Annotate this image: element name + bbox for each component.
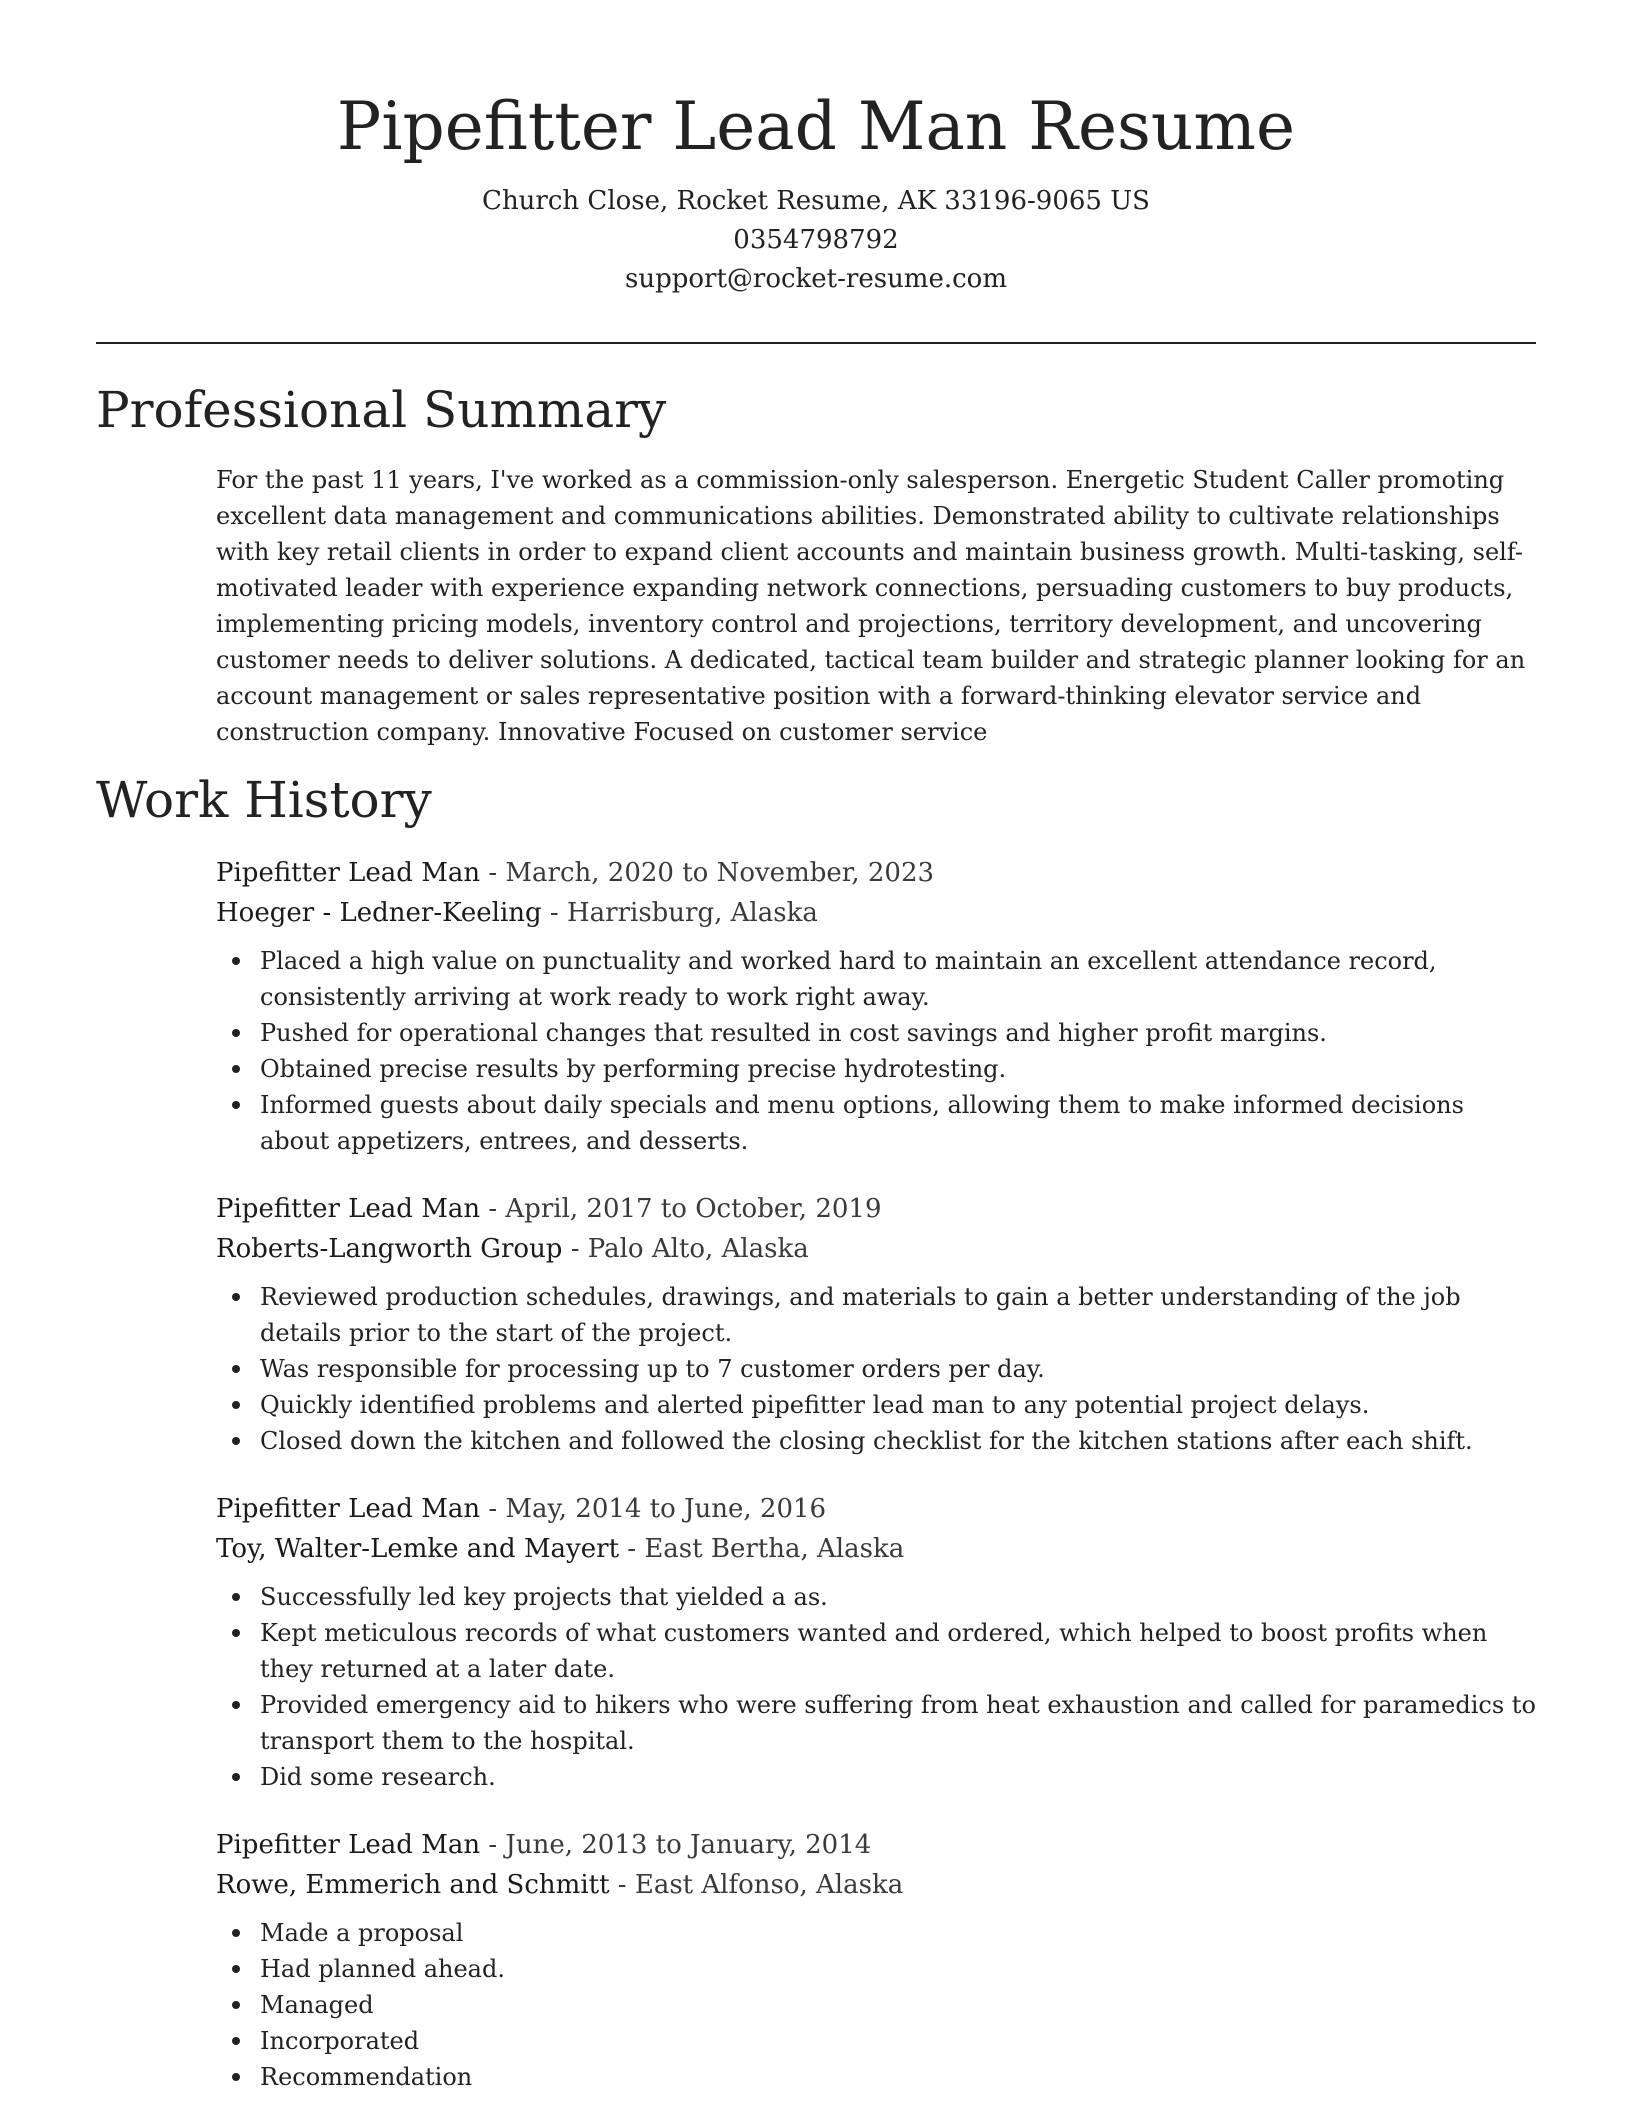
bullet-dot-icon — [232, 1629, 240, 1637]
job-dates: - April, 2017 to October, 2019 — [480, 1194, 882, 1224]
job-duties-list — [216, 1279, 1536, 1459]
job-company-line — [216, 893, 1536, 933]
bullet-dot-icon — [232, 2001, 240, 2009]
job-location: - Palo Alto, Alaska — [562, 1234, 809, 1264]
duty-text: Pushed for operational changes that resulted in cost savings and higher profit margins. — [260, 1019, 1327, 1047]
job-entry — [216, 1189, 1536, 1459]
work-history-list — [216, 853, 1536, 2112]
duty-text: Informed guests about daily specials and menu options, allowing them to make informed decisions about appetizers, entrees, and desserts. — [260, 1091, 1464, 1155]
bullet-dot-icon — [232, 1773, 240, 1781]
bullet-dot-icon — [232, 1101, 240, 1109]
contact-address: Church Close, Rocket Resume, AK 33196-9065 US — [482, 186, 1150, 216]
job-duties-list — [216, 1579, 1536, 1795]
resume-title: Pipefitter Lead Man Resume — [336, 88, 1296, 165]
contact-email: support@rocket-resume.com — [624, 264, 1007, 294]
list-item — [216, 1987, 1536, 2023]
job-dates: - March, 2020 to November, 2023 — [480, 858, 935, 888]
job-dates: - June, 2013 to January, 2014 — [480, 1830, 872, 1860]
list-item — [216, 2023, 1536, 2059]
list-item — [216, 1279, 1536, 1351]
list-item — [216, 1051, 1536, 1087]
list-item — [216, 1351, 1536, 1387]
job-title: Pipefitter Lead Man — [216, 1194, 481, 1224]
contact-phone: 0354798792 — [733, 225, 899, 255]
list-item — [216, 1579, 1536, 1615]
job-duties-list — [216, 1915, 1536, 2095]
list-item — [216, 943, 1536, 1015]
contact-info — [0, 182, 1632, 299]
job-entry — [216, 1489, 1536, 1795]
bullet-dot-icon — [232, 2073, 240, 2081]
job-entry — [216, 1825, 1536, 2095]
bullet-dot-icon — [232, 1293, 240, 1301]
job-title-line — [216, 1189, 1536, 1229]
bullet-dot-icon — [232, 1401, 240, 1409]
job-title: Pipefitter Lead Man — [216, 1830, 481, 1860]
job-company: Rowe, Emmerich and Schmitt — [216, 1870, 610, 1900]
list-item — [216, 1387, 1536, 1423]
duty-text: Kept meticulous records of what customers wanted and ordered, which helped to boost profits when they returned at a later date. — [260, 1619, 1488, 1683]
job-company-line — [216, 1865, 1536, 1905]
job-title: Pipefitter Lead Man — [216, 858, 481, 888]
duty-text: Managed — [260, 1991, 374, 2019]
job-title-line — [216, 1825, 1536, 1865]
job-duties-list — [216, 943, 1536, 1159]
bullet-dot-icon — [232, 2037, 240, 2045]
duty-text: Provided emergency aid to hikers who were suffering from heat exhaustion and called for paramedics to transport them to the hospital. — [260, 1691, 1536, 1755]
list-item — [216, 1015, 1536, 1051]
duty-text: Quickly identified problems and alerted pipefitter lead man to any potential project delays. — [260, 1391, 1370, 1419]
job-title: Pipefitter Lead Man — [216, 1494, 481, 1524]
summary-heading: Professional Summary — [96, 381, 667, 439]
job-dates: - May, 2014 to June, 2016 — [480, 1494, 827, 1524]
bullet-dot-icon — [232, 957, 240, 965]
list-item — [216, 1423, 1536, 1459]
job-location: - East Alfonso, Alaska — [609, 1870, 904, 1900]
header-divider — [96, 342, 1536, 344]
duty-text: Was responsible for processing up to 7 customer orders per day. — [260, 1355, 1045, 1383]
job-company: Roberts-Langworth Group — [216, 1234, 563, 1264]
summary-text: For the past 11 years, I've worked as a commission-only salesperson. Energetic Student Caller promoting excellent data management and communications abilities. Demonstrated ability to cultivate relationships with key retail clients in order to expand client accounts and maintain business growth. Multi-tasking, self-motivated leader with experience expanding network connections, persuading customers to buy products, implementing pricing models, inventory control and projections, territory development, and uncovering customer needs to deliver solutions. A dedicated, tactical team builder and strategic planner looking for an account management or sales representative position with a forward-thinking elevator service and construction company. Innovative Focused on customer service — [216, 466, 1526, 746]
list-item — [216, 1915, 1536, 1951]
list-item — [216, 1615, 1536, 1687]
list-item — [216, 2059, 1536, 2095]
job-location: - Harrisburg, Alaska — [541, 898, 818, 928]
duty-text: Reviewed production schedules, drawings, and materials to gain a better understanding of the job details prior to the start of the project. — [260, 1283, 1461, 1347]
duty-text: Had planned ahead. — [260, 1955, 505, 1983]
list-item — [216, 1951, 1536, 1987]
duty-text: Closed down the kitchen and followed the closing checklist for the kitchen stations after each shift. — [260, 1427, 1473, 1455]
list-item — [216, 1687, 1536, 1759]
bullet-dot-icon — [232, 1965, 240, 1973]
bullet-dot-icon — [232, 1029, 240, 1037]
job-location: - East Bertha, Alaska — [619, 1534, 905, 1564]
job-title-line — [216, 1489, 1536, 1529]
job-company-line — [216, 1229, 1536, 1269]
list-item — [216, 1759, 1536, 1795]
job-entry — [216, 853, 1536, 1159]
duty-text: Made a proposal — [260, 1919, 464, 1947]
bullet-dot-icon — [232, 1701, 240, 1709]
work-history-heading: Work History — [96, 771, 432, 829]
bullet-dot-icon — [232, 1365, 240, 1373]
bullet-dot-icon — [232, 1065, 240, 1073]
job-company: Toy, Walter-Lemke and Mayert — [216, 1534, 620, 1564]
duty-text: Successfully led key projects that yielded a as. — [260, 1583, 828, 1611]
duty-text: Placed a high value on punctuality and worked hard to maintain an excellent attendance record, consistently arriving at work ready to work right away. — [260, 947, 1437, 1011]
list-item — [216, 1087, 1536, 1159]
duty-text: Recommendation — [260, 2063, 473, 2091]
bullet-dot-icon — [232, 1437, 240, 1445]
job-company: Hoeger - Ledner-Keeling — [216, 898, 542, 928]
bullet-dot-icon — [232, 1929, 240, 1937]
duty-text: Obtained precise results by performing precise hydrotesting. — [260, 1055, 1007, 1083]
resume-header — [0, 82, 1632, 299]
duty-text: Did some research. — [260, 1763, 496, 1791]
job-company-line — [216, 1529, 1536, 1569]
duty-text: Incorporated — [260, 2027, 420, 2055]
bullet-dot-icon — [232, 1593, 240, 1601]
job-title-line — [216, 853, 1536, 893]
